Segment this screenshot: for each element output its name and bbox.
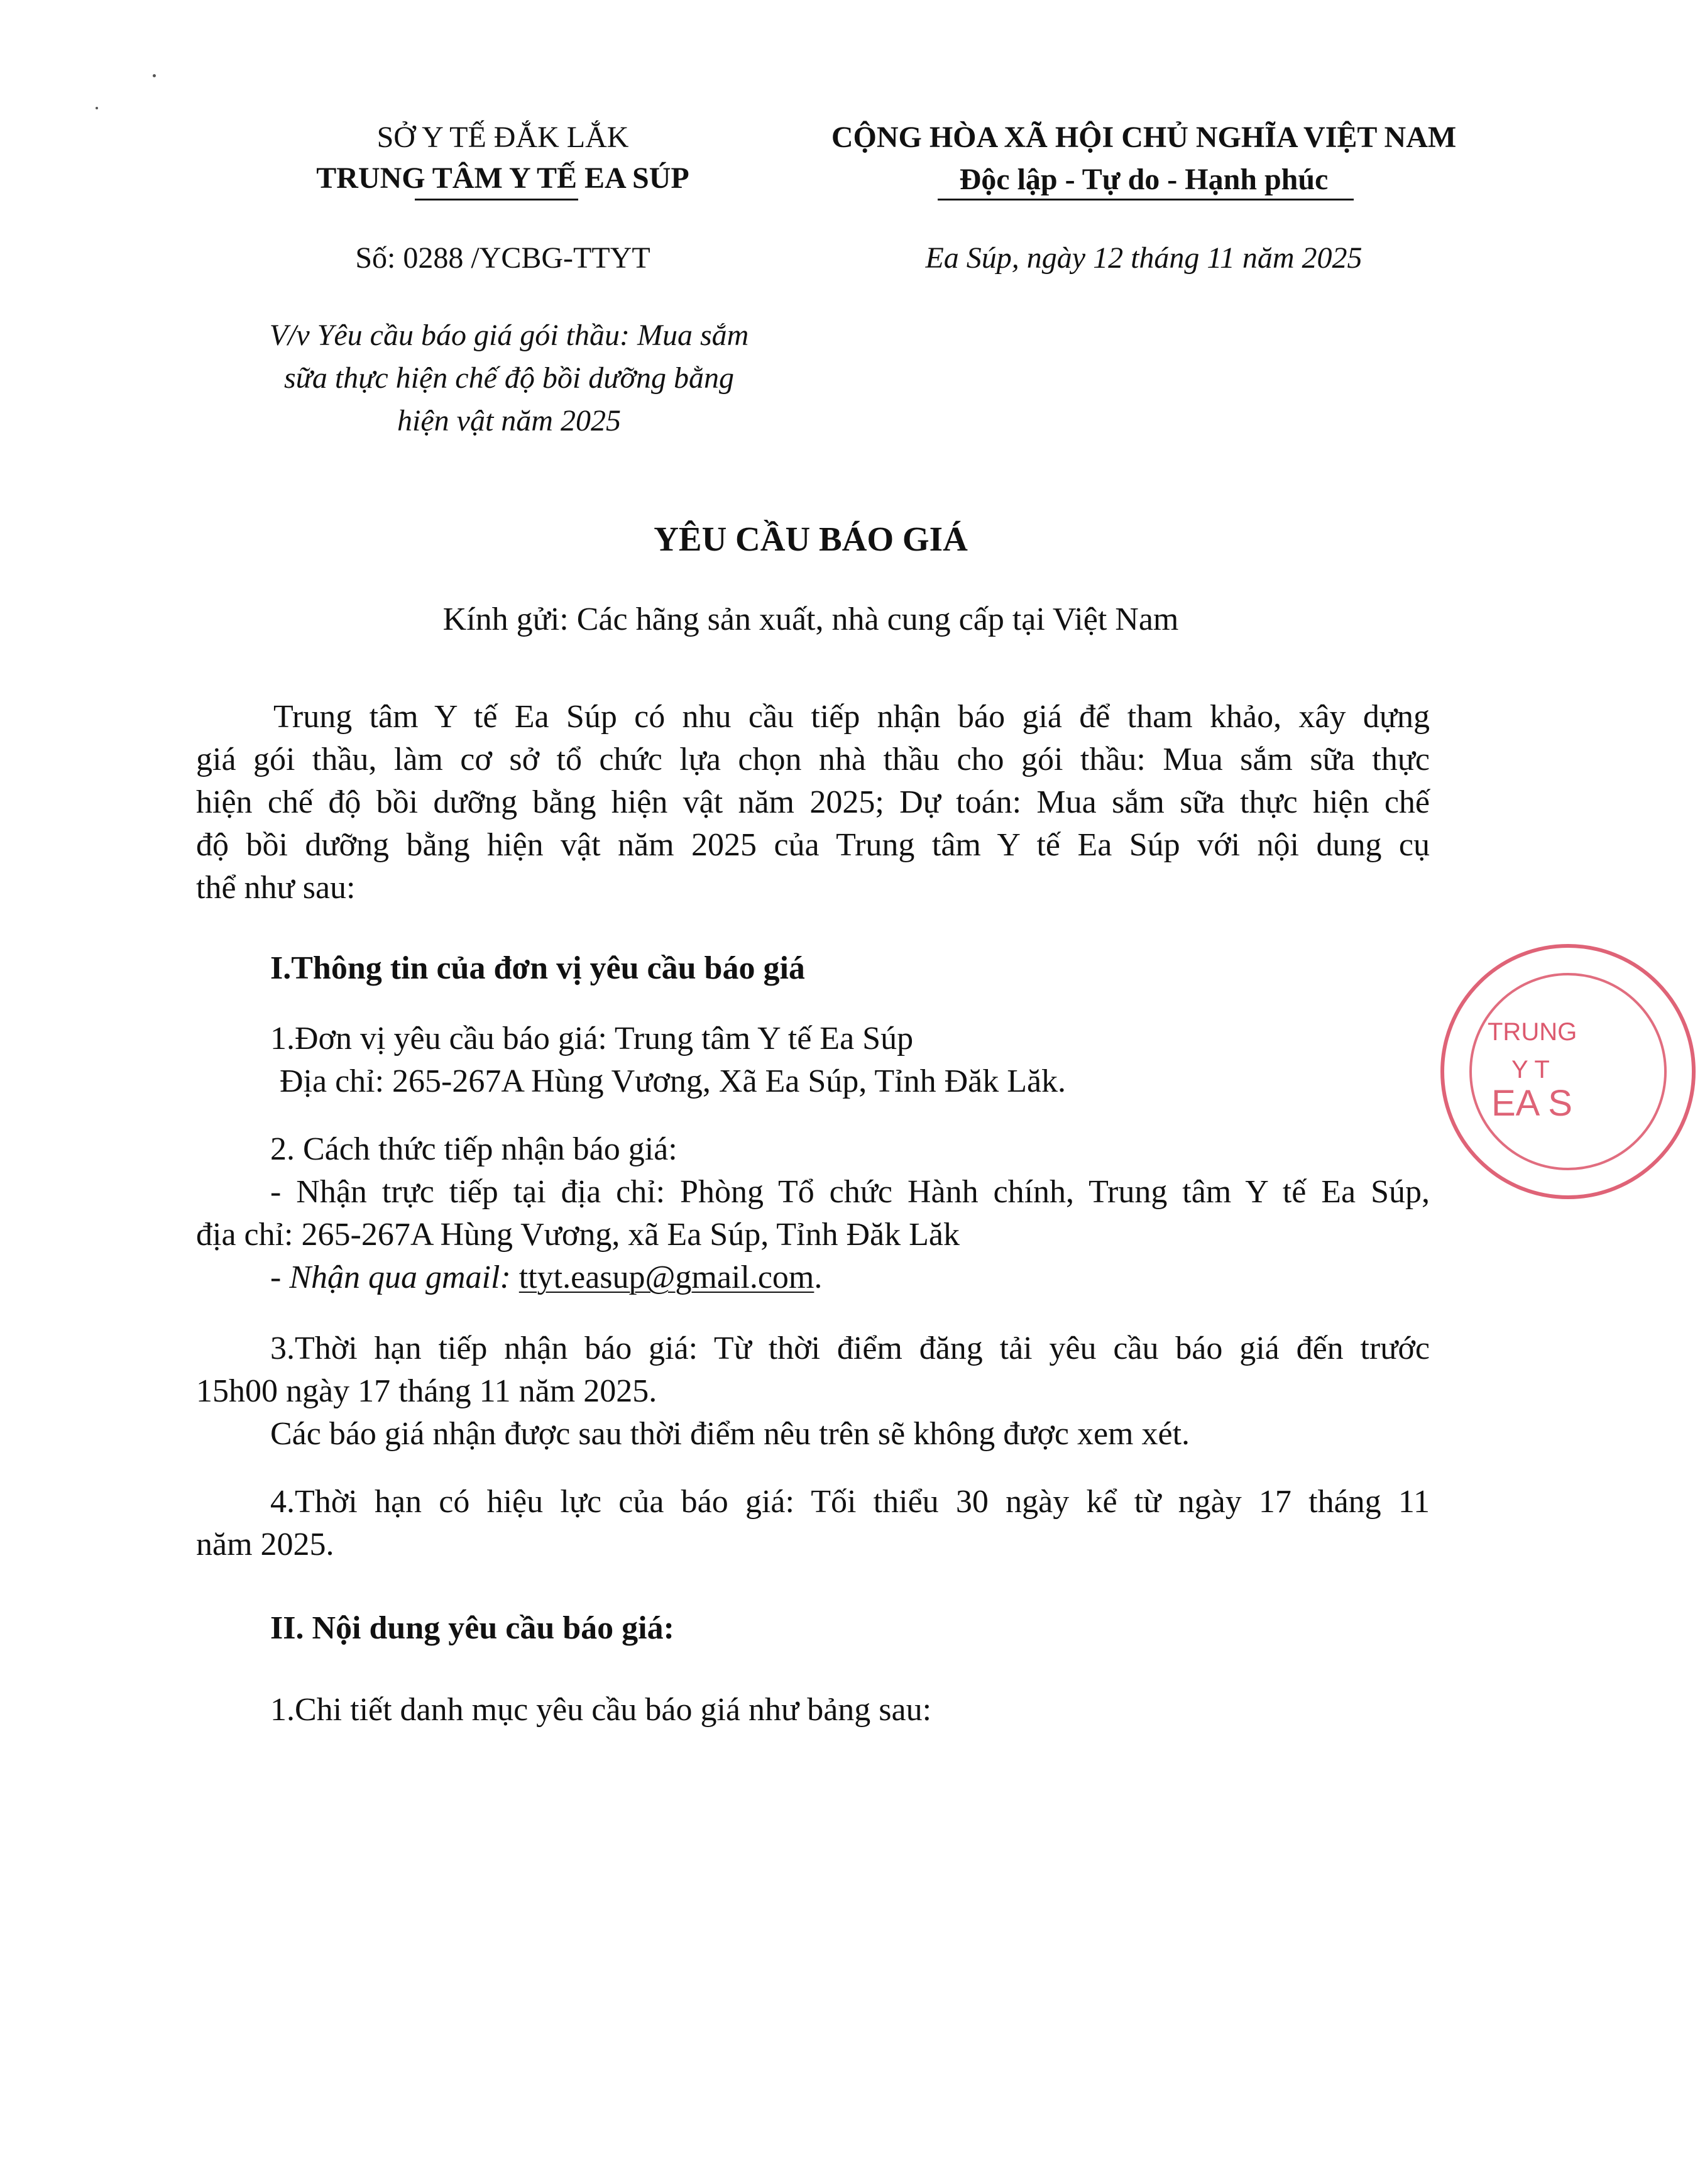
recipient-line: Kính gửi: Các hãng sản xuất, nhà cung cấp tại Việt Nam — [442, 601, 1179, 637]
intro-line-3: hiện chế độ bồi dưỡng bằng hiện vật năm 2025; Dự toán: Mua sắm sữa thực hiện chế — [196, 784, 1430, 820]
subject-line-3: hiện vật năm 2025 — [397, 404, 621, 437]
intro-line-4: độ bồi dưỡng bằng hiện vật năm 2025 của Trung tâm Y tế Ea Súp với nội dung cụ — [196, 827, 1430, 863]
email-period: . — [814, 1259, 823, 1295]
subject-line-1: V/v Yêu cầu báo giá gói thầu: Mua sắm — [269, 319, 749, 352]
section-1-item-2: 2. Cách thức tiếp nhận báo giá: — [270, 1131, 677, 1167]
section-1-item-1-address: Địa chỉ: 265-267A Hùng Vương, Xã Ea Súp, Tỉnh Đăk Lăk. — [280, 1063, 1067, 1099]
document-title: YÊU CẦU BÁO GIÁ — [654, 520, 968, 558]
official-stamp — [1436, 940, 1700, 1204]
email-link[interactable]: ttyt.easup@gmail.com — [518, 1259, 814, 1295]
stamp-text-1: TRUNG — [1488, 1018, 1577, 1046]
subject-line-2: sữa thực hiện chế độ bồi dưỡng bằng — [283, 361, 735, 395]
section-1-item-4-line-1: 4.Thời hạn có hiệu lực của báo giá: Tối thiểu 30 ngày kể từ ngày 17 tháng 11 — [270, 1484, 1430, 1520]
org-name: TRUNG TÂM Y TẾ EA SÚP — [316, 162, 689, 195]
country-name: CỘNG HÒA XÃ HỘI CHỦ NGHĨA VIỆT NAM — [831, 121, 1457, 154]
intro-line-2: giá gói thầu, làm cơ sở tổ chức lựa chọn nhà thầu cho gói thầu: Mua sắm sữa thực — [196, 742, 1430, 777]
motto-underline — [938, 199, 1354, 200]
section-1-item-1: 1.Đơn vị yêu cầu báo giá: Trung tâm Y tế Ea Súp — [270, 1021, 914, 1056]
org-name-underline — [415, 199, 578, 200]
national-motto: Độc lập - Tự do - Hạnh phúc — [959, 163, 1329, 196]
section-1-item-4-line-2: năm 2025. — [196, 1527, 334, 1562]
section-1-heading: I.Thông tin của đơn vị yêu cầu báo giá — [270, 950, 805, 986]
section-1-item-2-direct-1: - Nhận trực tiếp tại địa chỉ: Phòng Tổ chức Hành chính, Trung tâm Y tế Ea Súp, — [270, 1174, 1430, 1210]
section-2-heading: II. Nội dung yêu cầu báo giá: — [270, 1610, 674, 1646]
scan-speck — [153, 74, 156, 77]
org-parent: SỞ Y TẾ ĐẮK LẮK — [376, 121, 629, 154]
email-label: - Nhận qua gmail: — [270, 1259, 511, 1295]
scan-speck — [96, 107, 98, 109]
section-1-item-2-direct-2: địa chỉ: 265-267A Hùng Vương, xã Ea Súp, Tỉnh Đăk Lăk — [196, 1217, 960, 1253]
document-number: Số: 0288 /YCBG-TTYT — [355, 241, 650, 275]
section-1-item-3-line-1: 3.Thời hạn tiếp nhận báo giá: Từ thời điểm đăng tải yêu cầu báo giá đến trước — [270, 1331, 1430, 1366]
section-1-item-3-line-3: Các báo giá nhận được sau thời điểm nêu trên sẽ không được xem xét. — [270, 1416, 1190, 1452]
intro-line-1: Trung tâm Y tế Ea Súp có nhu cầu tiếp nhận báo giá để tham khảo, xây dựng — [273, 699, 1430, 735]
place-date: Ea Súp, ngày 12 tháng 11 năm 2025 — [925, 241, 1363, 275]
stamp-text-3: EA S — [1491, 1083, 1572, 1124]
section-1-item-3-line-2: 15h00 ngày 17 tháng 11 năm 2025. — [196, 1373, 657, 1409]
stamp-text-2: Y T — [1511, 1056, 1550, 1084]
section-2-item-1: 1.Chi tiết danh mục yêu cầu báo giá như bảng sau: — [270, 1692, 932, 1728]
section-1-item-2-email-row — [270, 1261, 822, 1294]
intro-line-5: thể như sau: — [196, 870, 356, 906]
